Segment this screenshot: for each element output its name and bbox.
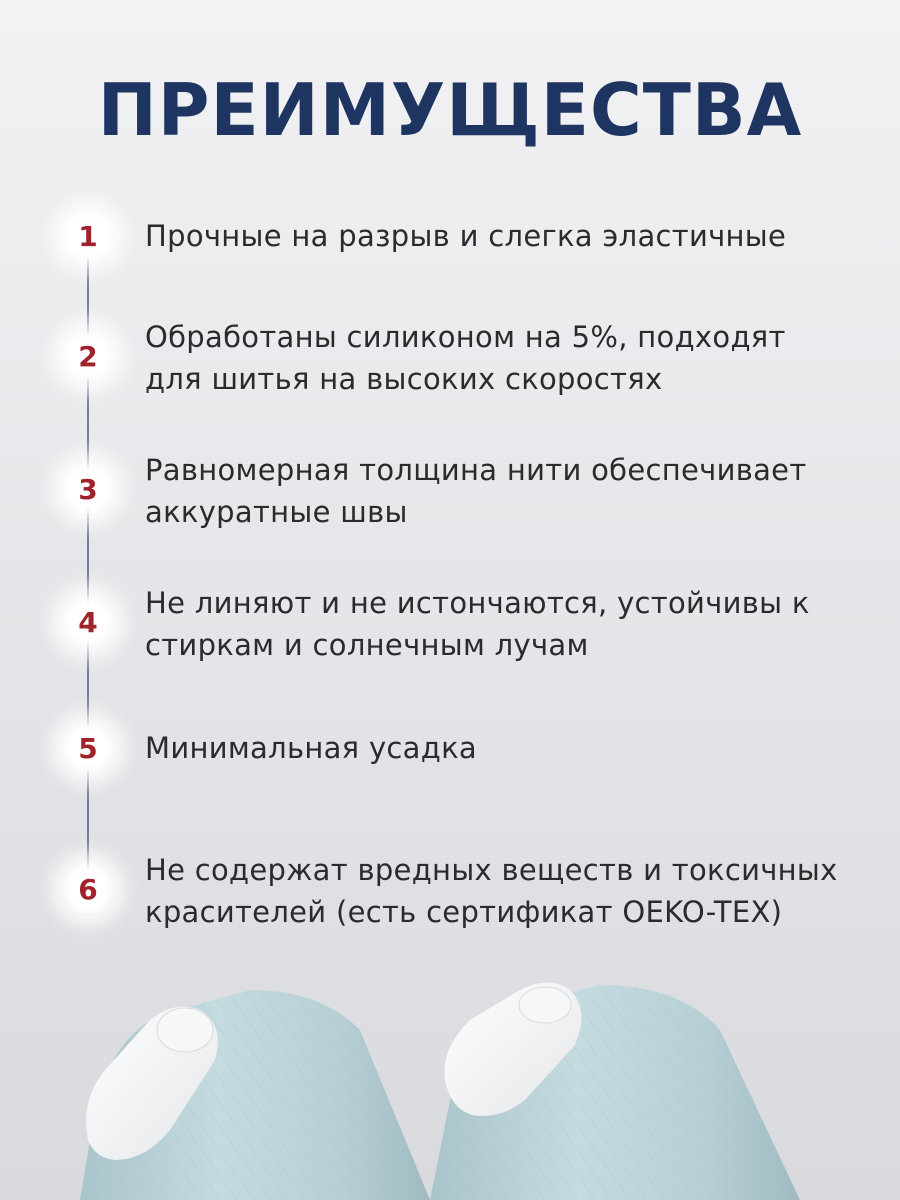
badge-number: 2 <box>78 339 98 373</box>
advantage-text: Обработаны силиконом на 5%, подходят для шитья на высоких скоростях <box>145 320 786 396</box>
advantage-text: Минимальная усадка <box>145 731 477 765</box>
thread-spools-image <box>0 960 900 1200</box>
number-badge <box>61 209 115 263</box>
advantage-text: Равномерная толщина нити обеспечивает аккуратные швы <box>145 453 807 529</box>
number-badge <box>61 462 115 516</box>
badge-number: 3 <box>78 472 98 506</box>
advantage-text: Не содержат вредных веществ и токсичных красителей (есть сертификат OEKO-TEX) <box>145 853 838 929</box>
number-badge <box>61 862 115 916</box>
badge-number: 5 <box>78 731 98 765</box>
advantage-text: Не линяют и не истончаются, устойчивы к стиркам и солнечным лучам <box>145 586 810 662</box>
page-title: ПРЕИМУЩЕСТВА <box>97 68 803 152</box>
number-badge <box>61 595 115 649</box>
number-badge <box>61 721 115 775</box>
spool-right <box>430 983 800 1200</box>
spool-left <box>80 990 430 1200</box>
badge-number: 4 <box>78 605 98 639</box>
badge-number: 1 <box>78 219 98 253</box>
badge-number: 6 <box>78 872 98 906</box>
number-badge <box>61 329 115 383</box>
advantage-text: Прочные на разрыв и слегка эластичные <box>145 219 787 253</box>
